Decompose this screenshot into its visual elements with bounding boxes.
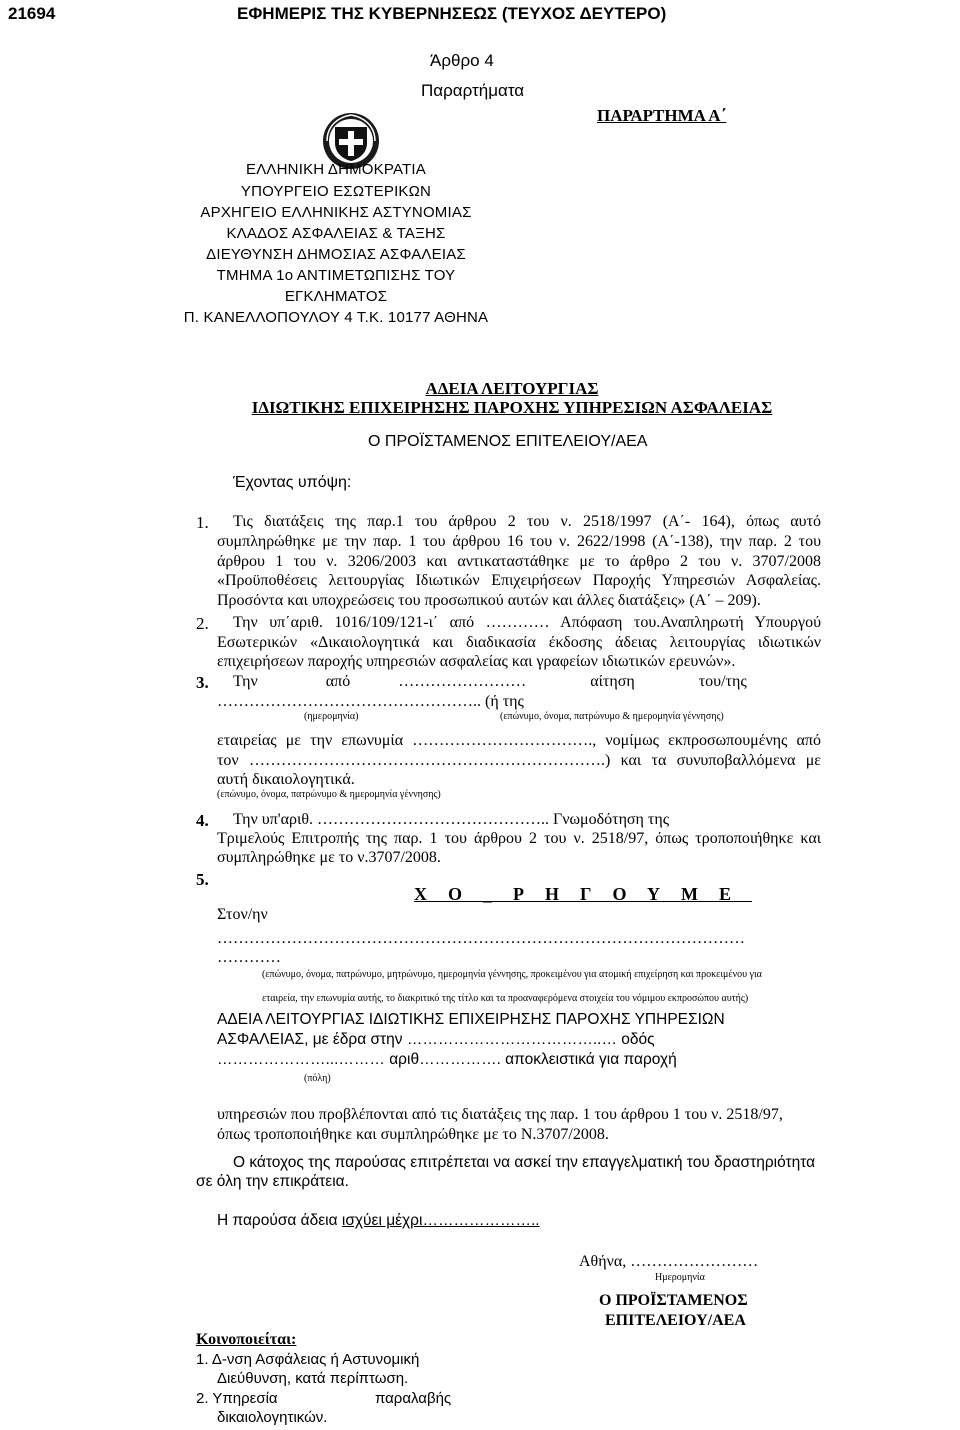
item-number: 2. bbox=[196, 614, 209, 633]
city-note: (πόλη) bbox=[304, 1073, 331, 1084]
item1-line: «Προϋποθέσεις λειτουργίας Ιδιωτικών Επιχειρήσεων Παροχής Υπηρεσιών Ασφαλείας. bbox=[217, 572, 821, 589]
blank-dots-line: ……………………………………………………………………………………… bbox=[217, 930, 745, 947]
org-line: ΕΓΚΛΗΜΑΤΟΣ bbox=[284, 288, 388, 305]
annex-title: ΠΑΡΑΡΤΗΜΑ Α΄ bbox=[597, 106, 727, 125]
item2-line: Εσωτερικών «Δικαιολογητικά και διαδικασία έκδοσης άδειας λειτουργίας ιδιωτικών bbox=[217, 634, 821, 651]
org-line: ΚΛΑΔΟΣ ΑΣΦΑΛΕΙΑΣ & ΤΑΞΗΣ bbox=[226, 225, 446, 242]
org-line: ΑΡΧΗΓΕΙΟ ΕΛΛΗΝΙΚΗΣ ΑΣΤΥΝΟΜΙΑΣ bbox=[200, 204, 472, 221]
item3-line: τον ………………………………………………………….) και τα συνυποβαλλόμενα με bbox=[217, 752, 821, 769]
org-line: Π. ΚΑΝΕΛΛΟΠΟΥΛΟΥ 4 Τ.Κ. 10177 ΑΘΗΝΑ bbox=[183, 309, 489, 326]
grant-heading: ΧΟ_ΡΗΓΟΥΜΕ bbox=[414, 884, 752, 904]
holder-line: σε όλη την επικράτεια. bbox=[196, 1173, 349, 1190]
grant-line: ΑΔΕΙΑ ΛΕΙΤΟΥΡΓΙΑΣ ΙΔΙΩΤΙΚΗΣ ΕΠΙΧΕΙΡΗΣΗΣ ΠΑΡΟΧΗΣ ΥΠΗΡΕΣΙΩΝ bbox=[217, 1011, 725, 1028]
org-line: ΕΛΛΗΝΙΚΗ ΔΗΜΟΚΡΑΤΙΑ bbox=[246, 161, 426, 178]
item4-line: Τριμελούς Επιτροπής της παρ. 1 του άρθρου 2 του ν. 2518/97, όπως τροποποιήθηκε και bbox=[217, 830, 821, 847]
validity-until: ισχύει μέχρι bbox=[341, 1212, 423, 1229]
grant-line: ΑΣΦΑΛΕΙΑΣ, με έδρα στην ………………………………..… οδός bbox=[217, 1031, 655, 1048]
signature-date-note: Ημερομηνία bbox=[655, 1272, 705, 1283]
item4-line: συμπληρώθηκε με το ν.3707/2008. bbox=[217, 849, 441, 866]
item1-line: συμπληρώθηκε με την παρ. 1 του άρθρου 16 του ν. 2622/1998 (Α΄-138), την παρ. 2 του bbox=[217, 533, 821, 550]
org-line: ΔΙΕΥΘΥΝΣΗ ΔΗΜΟΣΙΑΣ ΑΣΦΑΛΕΙΑΣ bbox=[206, 246, 466, 263]
holder-line: Ο κάτοχος της παρούσας επιτρέπεται να ασκεί την επαγγελματική του δραστηριότητα bbox=[233, 1154, 816, 1171]
signature-title: Ο ΠΡΟΪΣΤΑΜΕΝΟΣ bbox=[599, 1292, 748, 1309]
licence-title-line1: ΑΔΕΙΑ ΛΕΙΤΟΥΡΓΙΑΣ bbox=[425, 379, 599, 398]
licence-title-line2: ΙΔΙΩΤΙΚΗΣ ΕΠΙΧΕΙΡΗΣΗΣ ΠΑΡΟΧΗΣ ΥΠΗΡΕΣΙΩΝ ΑΣΦΑΛΕΙΑΣ bbox=[251, 398, 773, 417]
item-number: 1. bbox=[196, 513, 209, 532]
cc-item: 2. Υπηρεσία bbox=[196, 1390, 278, 1407]
grant-line: όπως τροποποιήθηκε και συμπληρώθηκε με το Ν.3707/2008. bbox=[217, 1126, 609, 1143]
item2-line: επιχειρήσεων παροχής υπηρεσιών ασφαλείας και γραφείων ιδιωτικών ερευνών». bbox=[217, 653, 736, 670]
article-number: Άρθρο 4 bbox=[430, 51, 494, 70]
blank-dots-line: ………… bbox=[217, 949, 281, 966]
journal-title: ΕΦΗΜΕΡΙΣ ΤΗΣ ΚΥΒΕΡΝΗΣΕΩΣ (ΤΕΥΧΟΣ ΔΕΥΤΕΡΟ) bbox=[237, 4, 667, 23]
item1-line: άρθρου 1 του ν. 3206/2003 και αντικαταστάθηκε με το άρθρο 2 του ν. 3707/2008 bbox=[217, 553, 821, 570]
person-note: (επώνυμο, όνομα, πατρώνυμο & ημερομηνία γέννησης) bbox=[500, 711, 724, 722]
item3-line: εταιρείας με την επωνυμία ……………………………., νομίμως εκπροσωπουμένης από bbox=[217, 732, 821, 749]
date-note: (ημερομηνία) bbox=[304, 711, 359, 722]
cc-title: Κοινοποιείται: bbox=[196, 1331, 297, 1348]
validity-dots: ………………….. bbox=[422, 1212, 540, 1229]
item-number: 3. bbox=[196, 673, 209, 692]
org-line: ΥΠΟΥΡΓΕΙΟ ΕΣΩΤΕΡΙΚΩΝ bbox=[240, 183, 432, 200]
signature-title: ΕΠΙΤΕΛΕΙΟΥ/ΑΕΑ bbox=[605, 1312, 746, 1329]
item3-line: ………………………………………….. (ή της bbox=[217, 693, 524, 710]
grant-line: υπηρεσιών που προβλέπονται από τις διατάξεις της παρ. 1 του άρθρου 1 του ν. 2518/97, bbox=[217, 1106, 783, 1123]
item2-line: Την υπ΄αριθ. 1016/109/121-ι΄ από ………… Απόφαση του.Αναπληρωτή Υπουργού bbox=[233, 614, 821, 631]
to-whom: Στον/ην bbox=[217, 906, 268, 923]
cc-item: δικαιολογητικών. bbox=[217, 1409, 328, 1426]
item-number: 5. bbox=[196, 870, 209, 889]
article-title: Παραρτήματα bbox=[421, 81, 525, 100]
considering-label: Έχοντας υπόψη: bbox=[233, 474, 352, 491]
page-number: 21694 bbox=[8, 4, 56, 23]
long-note: εταιρεία, την επωνυμία αυτής, το διακριτικό της τίτλο και τα προαναφερόμενα στοιχεία του νόμιμου εκπροσώπου αυτής) bbox=[262, 993, 749, 1004]
item-number: 4. bbox=[196, 811, 209, 830]
org-line: ΤΜΗΜΑ 1ο ΑΝΤΙΜΕΤΩΠΙΣΗΣ ΤΟΥ bbox=[216, 267, 456, 284]
cc-item: 1. Δ-νση Ασφάλειας ή Αστυνομική bbox=[196, 1351, 420, 1368]
cc-item: Διεύθυνση, κατά περίπτωση. bbox=[217, 1370, 409, 1387]
item1-line: Προσόντα και υποχρεώσεις του προσωπικού αυτών και άλλες διατάξεις» (Α΄ – 209). bbox=[217, 592, 761, 609]
item3-line: Την από …………………… αίτηση του/της bbox=[233, 673, 747, 690]
long-note: (επώνυμο, όνομα, πατρώνυμο, μητρώνυμο, ημερομηνία γέννησης, προκειμένου για ατομική επιχείρηση και προκειμένου για bbox=[262, 969, 762, 980]
representative-note: (επώνυμο, όνομα, πατρώνυμο & ημερομηνία γέννησης) bbox=[217, 789, 441, 800]
head-of-office: Ο ΠΡΟΪΣΤΑΜΕΝΟΣ ΕΠΙΤΕΛΕΙΟΥ/ΑΕΑ bbox=[368, 433, 648, 450]
signature-place: Αθήνα, …………………… bbox=[579, 1253, 759, 1270]
item1-line: Τις διατάξεις της παρ.1 του άρθρου 2 του ν. 2518/1997 (Α΄- 164), όπως αυτό bbox=[233, 513, 821, 530]
item4-line: Την υπ'αριθ. …………………………………….. Γνωμοδότηση της bbox=[233, 811, 670, 828]
validity-prefix: Η παρούσα άδεια bbox=[217, 1212, 342, 1229]
cc-item: παραλαβής bbox=[375, 1390, 452, 1407]
item3-line: αυτή δικαιολογητικά. bbox=[217, 771, 355, 788]
validity-line bbox=[217, 1212, 540, 1230]
grant-line: …………………...……… αριθ……………. αποκλειστικά για παροχή bbox=[217, 1051, 677, 1068]
